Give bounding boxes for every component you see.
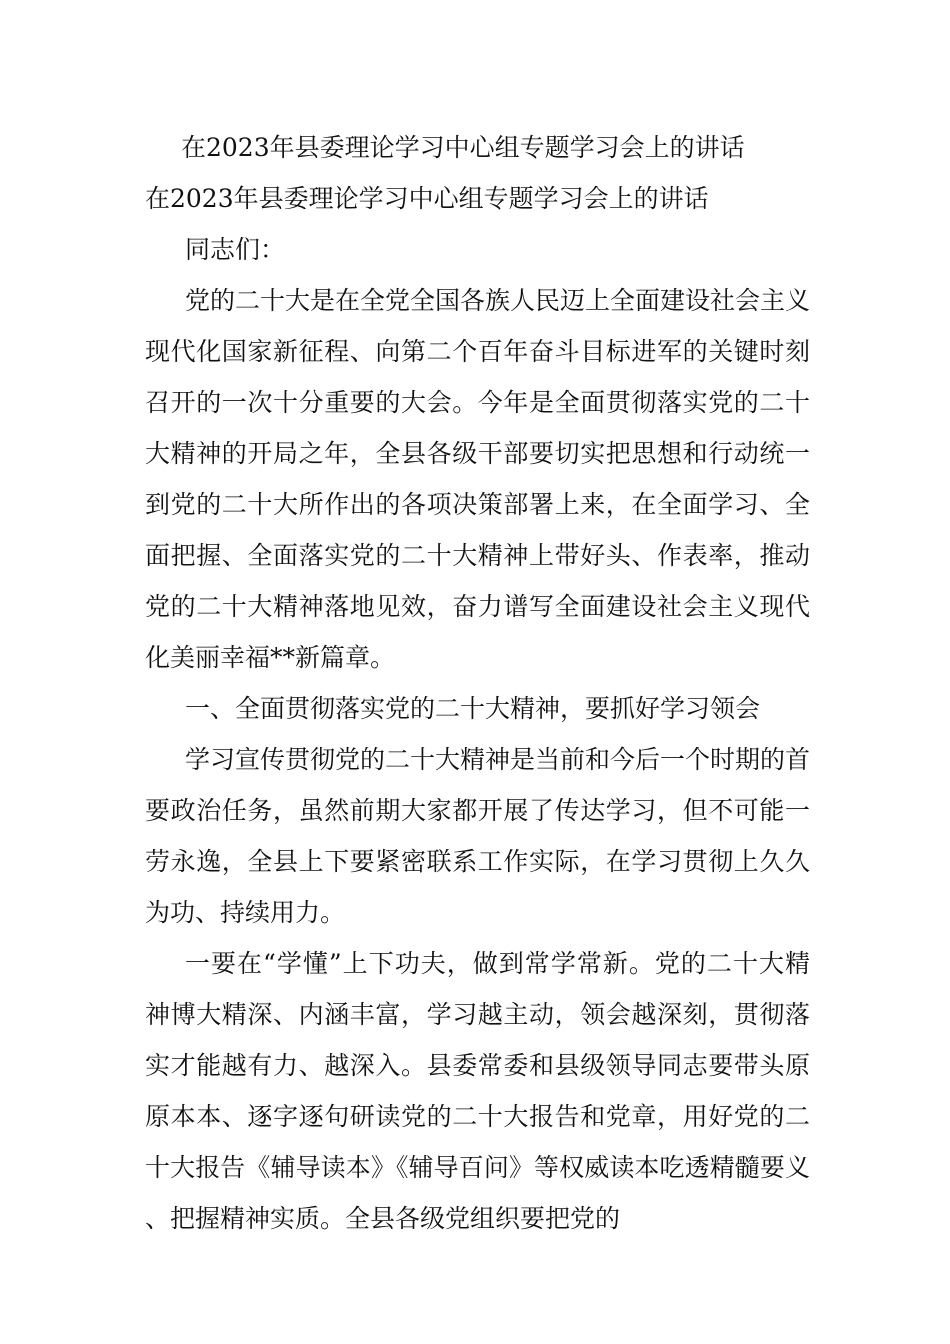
paragraph-study: 学习宣传贯彻党的二十大精神是当前和今后一个时期的首要政治任务，虽然前期大家都开展了传达学习，但不可能一劳永逸，全县上下要紧密联系工作实际，在学习贯彻上久久为功、持续用力。	[145, 745, 811, 927]
section-heading-1: 一、全面贯彻落实党的二十大精神，要抓好学习领会	[185, 694, 761, 723]
paragraph-xuedong: 一要在“学懂”上下功夫，做到常学常新。党的二十大精神博大精深、内涵丰富，学习越主动，领会越深刻，贯彻落实才能越有力、越深入。县委常委和县级领导同志要带头原原本本、逐字逐句研读党的二十大报告和党章，用好党的二十大报告《辅导读本》《辅导百问》等权威读本吃透精髓要义、把握精神实质。全县各级党组织要把党的	[145, 949, 810, 1233]
document-page	[145, 122, 810, 1244]
document-title-line-1: 在2023年县委理论学习中心组专题学习会上的讲话	[181, 133, 745, 162]
document-title-line-2: 在2023年县委理论学习中心组专题学习会上的讲话	[145, 184, 709, 213]
salutation: 同志们：	[185, 235, 286, 264]
paragraph-intro: 党的二十大是在全党全国各族人民迈上全面建设社会主义现代化国家新征程、向第二个百年奋斗目标进军的关键时刻召开的一次十分重要的大会。今年是全面贯彻落实党的二十大精神的开局之年，全县各级干部要切实把思想和行动统一到党的二十大所作出的各项决策部署上来，在全面学习、全面把握、全面落实党的二十大精神上带好头、作表率，推动党的二十大精神落地见效，奋力谱写全面建设社会主义现代化美丽幸福**新篇章。	[145, 286, 811, 672]
